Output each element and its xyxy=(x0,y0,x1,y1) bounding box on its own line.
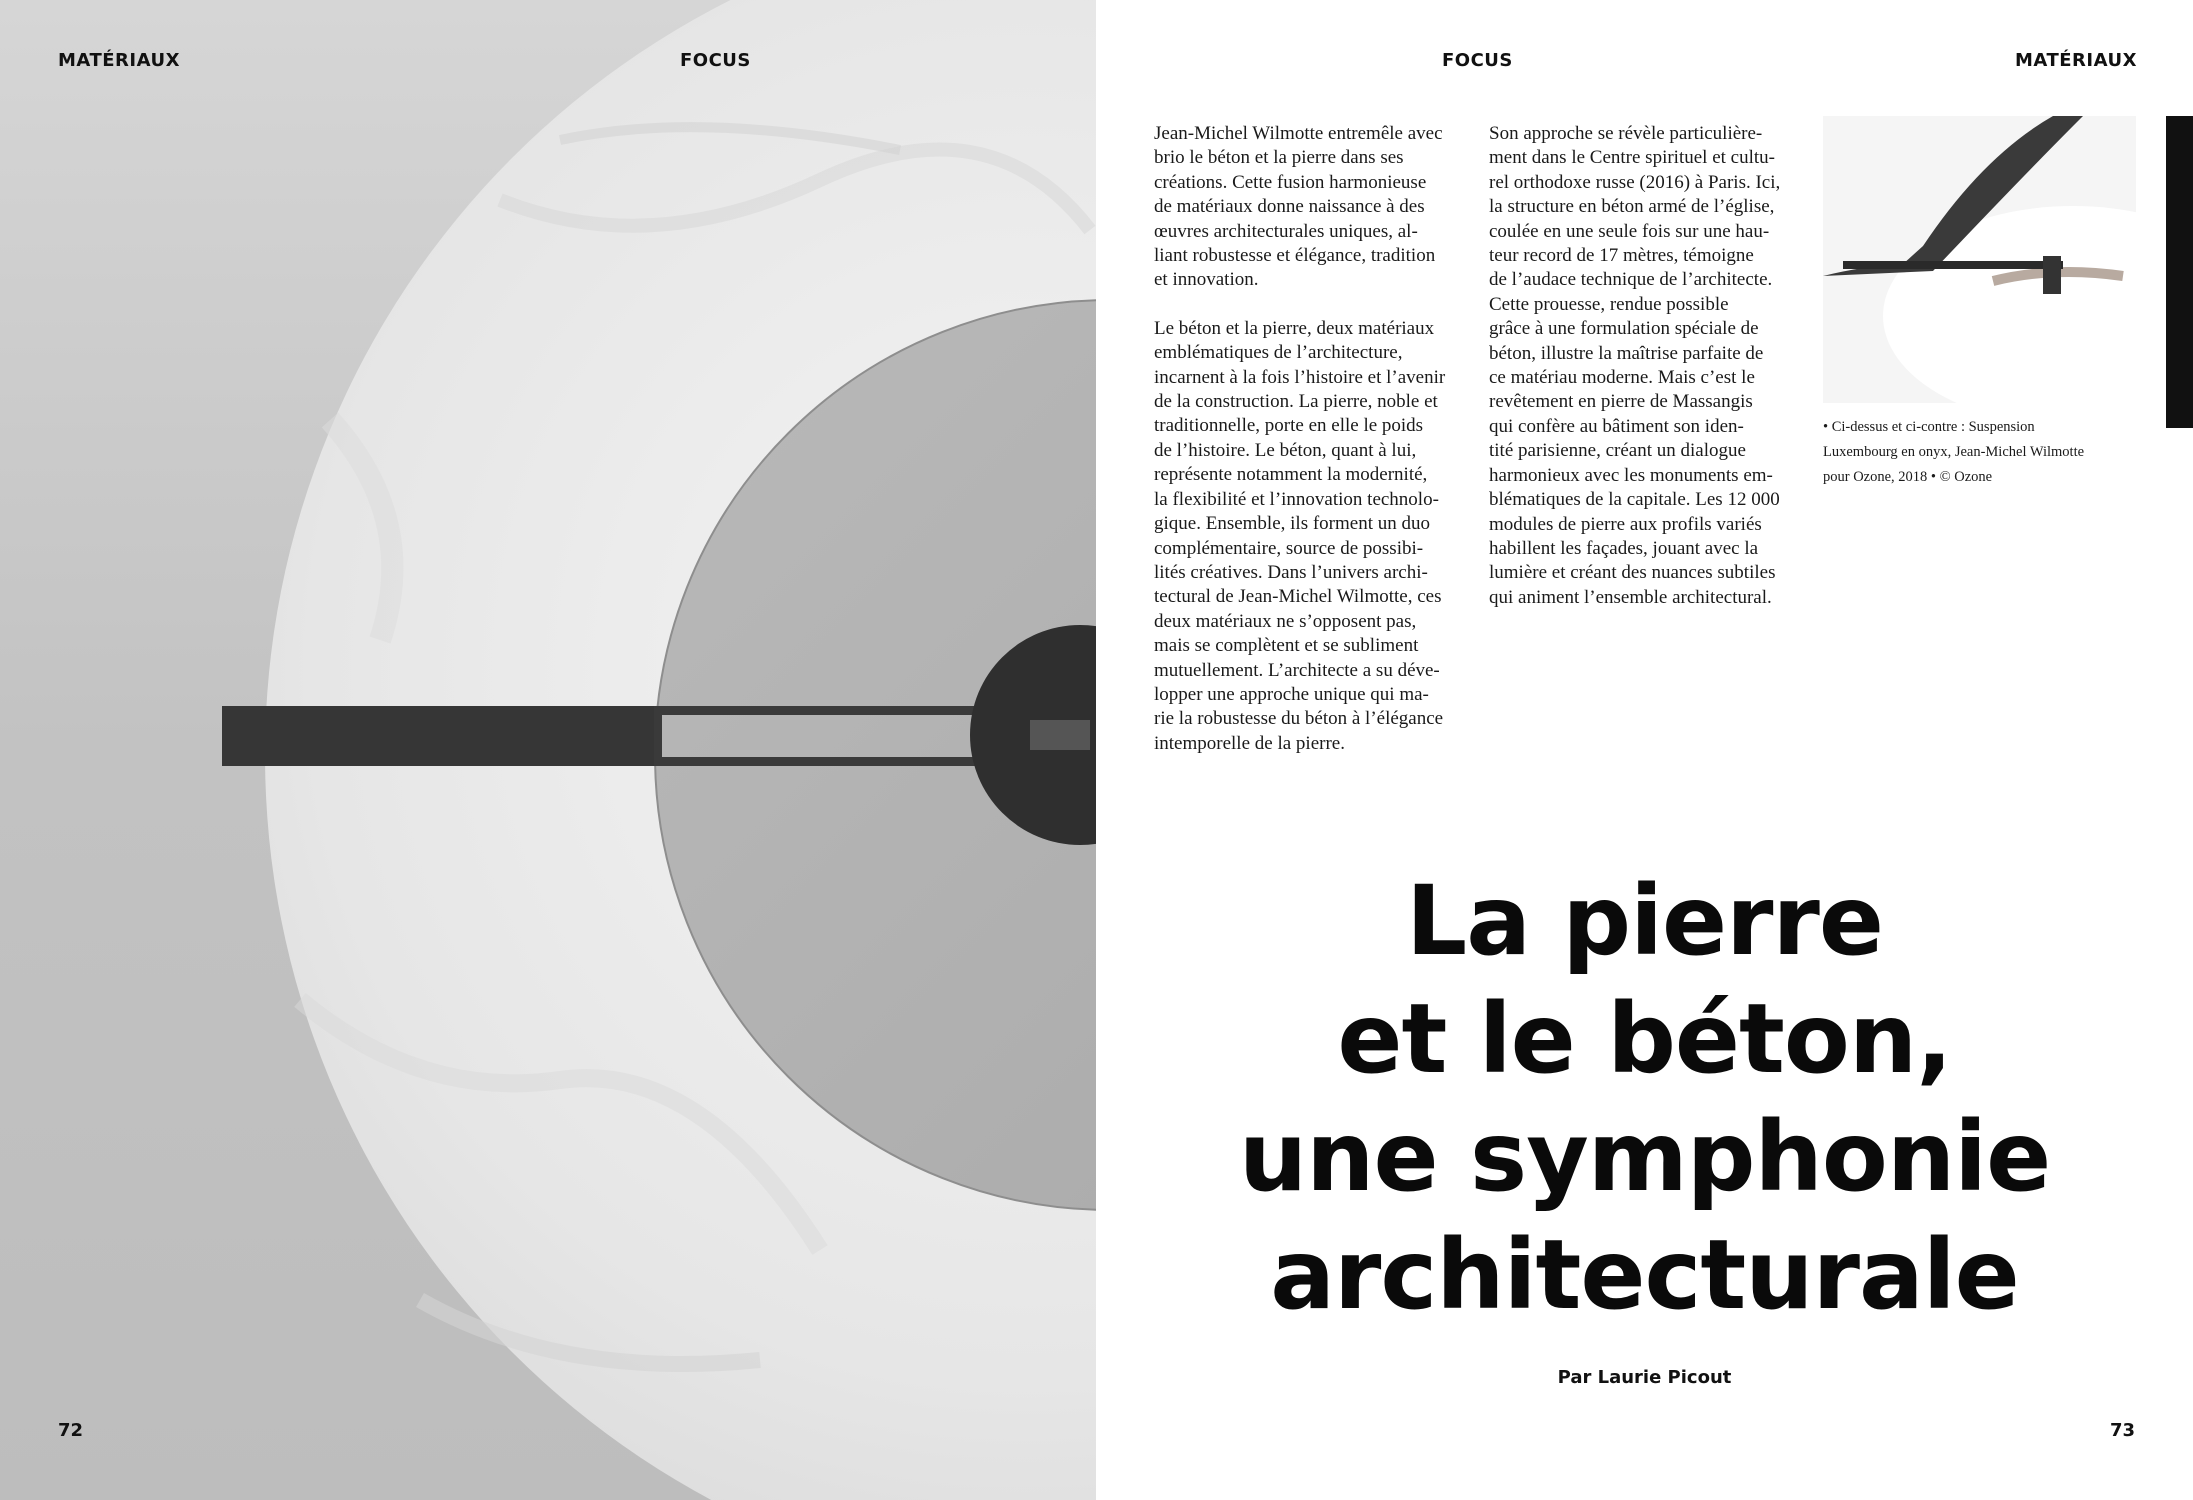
title-line: architecturale xyxy=(1270,1219,2019,1331)
page-number-left: 72 xyxy=(58,1420,84,1441)
photo-caption: • Ci-dessus et ci-contre : Suspension Luxembourg en onyx, Jean-Michel Wilmotte pour Ozone, 2018 • © Ozone xyxy=(1823,419,2085,485)
article-column-1 xyxy=(1154,122,1464,780)
page-number-right: 73 xyxy=(2110,1420,2136,1441)
title-line: et le béton, xyxy=(1337,983,1952,1095)
lamp-detail-photo xyxy=(1823,116,2136,403)
article-title xyxy=(1096,862,2193,1334)
article-column-2 xyxy=(1489,122,1799,634)
title-line: une symphonie xyxy=(1238,1101,2051,1213)
page-edge-tab xyxy=(2166,116,2193,428)
column1-paragraph-1: Jean-Michel Wilmotte entremêle avec brio le béton et la pierre dans ses créations. Cette fusion harmonieuse de matériaux donne naissance à des œuvres architecturales uniques, al- liant robustesse et élégance, tradition et innovation. xyxy=(1154,123,1443,291)
section-label-right: MATÉRIAUX xyxy=(2015,50,2137,71)
lamp-detail-illustration xyxy=(1823,116,2136,403)
column2-paragraph-1: Son approche se révèle particulière- ment dans le Centre spirituel et cultu- rel orthodoxe russe (2016) à Paris. Ici, la structure en béton armé de l’église, coulée en une seule fois sur une hau- teur record de 17 mètres, témoigne de l’audace technique de l’architecte. Cette prouesse, rendue possible grâce à une formulation spéciale de béton, illustre la maîtrise parfaite de ce matériau moderne. Mais c’est le revêtement en pierre de Massangis qui confère au bâtiment son iden- tité parisienne, créant un dialogue harmonieux avec les monuments em- blématiques de la capitale. Les 12 000 modules de pierre aux profils variés habillent les façades, jouant avec la lumière et créant des nuances subtiles qui animent l’ensemble architectural. xyxy=(1489,123,1781,608)
rubric-label-left: FOCUS xyxy=(680,50,751,71)
section-label-left: MATÉRIAUX xyxy=(58,50,180,71)
onyx-lamp-photo xyxy=(0,0,1096,1500)
author-byline: Par Laurie Picout xyxy=(1557,1367,1732,1388)
title-line: La pierre xyxy=(1406,865,1883,977)
left-page-photo xyxy=(0,0,1096,1500)
column1-paragraph-2: Le béton et la pierre, deux matériaux emblématiques de l’architecture, incarnent à la fois l’histoire et l’avenir de la construction. La pierre, noble et traditionnelle, porte en elle le poids de l’histoire. Le béton, quant à lui, représente notamment la modernité, la flexibilité et l’innovation technolo- gique. Ensemble, ils forment un duo complémentaire, source de possibi- lités créatives. Dans l’univers archi- tectural de Jean-Michel Wilmotte, ces deux matériaux ne s’opposent pas, mais se complètent et se subliment mutuellement. L’architecte a su déve- lopper une approche unique qui ma- rie la robustesse du béton à l’élégance intemporelle de la pierre. xyxy=(1154,317,1446,754)
rubric-label-right: FOCUS xyxy=(1442,50,1513,71)
